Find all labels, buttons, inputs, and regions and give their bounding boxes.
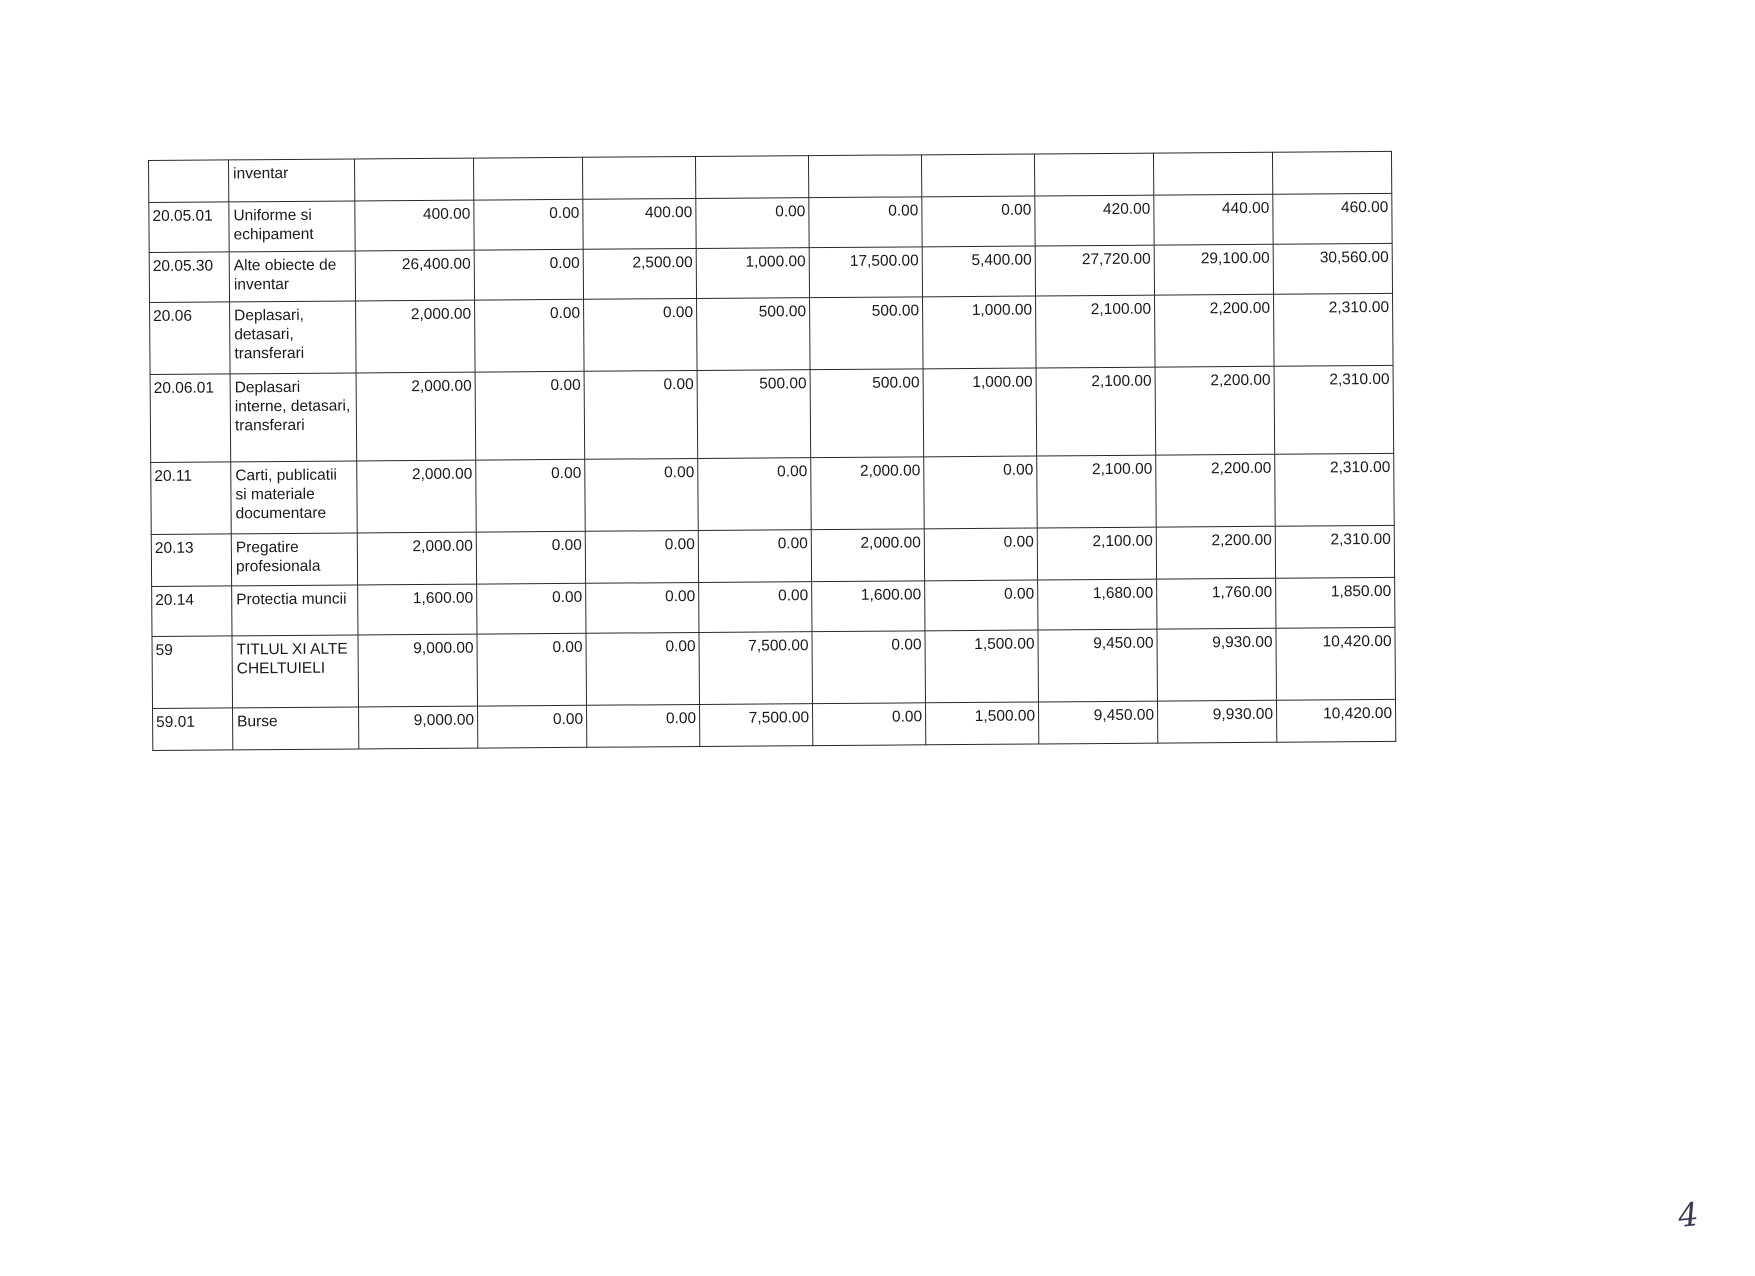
row-code: 20.14 <box>152 586 232 637</box>
value-cell: 0.00 <box>474 249 583 300</box>
value-cell: 0.00 <box>699 582 812 633</box>
table-row <box>150 365 1394 462</box>
table-row <box>149 193 1392 252</box>
budget-table <box>148 151 1396 751</box>
value-cell: 17,500.00 <box>809 247 922 298</box>
row-label: TITLUL XI ALTE CHELTUIELI <box>232 635 359 708</box>
value-cell: 0.00 <box>584 298 698 371</box>
value-cell: 2,000.00 <box>356 300 476 373</box>
value-cell: 2,310.00 <box>1275 525 1394 578</box>
value-cell: 26,400.00 <box>355 250 474 301</box>
row-label: Pregatire profesionala <box>231 533 357 586</box>
value-cell: 500.00 <box>810 297 924 370</box>
row-code: 59.01 <box>153 708 233 751</box>
value-cell <box>1272 151 1391 194</box>
value-cell: 9,930.00 <box>1157 700 1276 743</box>
value-cell: 9,450.00 <box>1038 629 1158 702</box>
value-cell: 30,560.00 <box>1273 243 1392 294</box>
value-cell: 1,000.00 <box>923 296 1037 369</box>
row-label: inventar <box>229 159 355 202</box>
value-cell: 2,200.00 <box>1156 454 1276 527</box>
value-cell: 9,930.00 <box>1157 628 1277 701</box>
value-cell: 0.00 <box>585 458 699 531</box>
value-cell: 2,000.00 <box>356 372 476 461</box>
value-cell: 2,000.00 <box>357 460 477 533</box>
value-cell: 0.00 <box>696 198 809 249</box>
value-cell: 1,500.00 <box>925 630 1039 703</box>
row-label: Deplasari, detasari, transferari <box>230 301 357 374</box>
value-cell: 2,100.00 <box>1036 367 1156 456</box>
value-cell: 2,310.00 <box>1274 293 1394 366</box>
row-code: 59 <box>152 636 233 709</box>
value-cell: 0.00 <box>475 299 585 372</box>
row-code <box>149 160 229 203</box>
value-cell: 420.00 <box>1035 195 1154 246</box>
value-cell: 0.00 <box>924 456 1038 529</box>
value-cell: 0.00 <box>813 703 926 746</box>
value-cell: 1,600.00 <box>358 584 477 635</box>
value-cell: 9,450.00 <box>1038 701 1157 744</box>
value-cell <box>921 154 1034 197</box>
value-cell: 2,310.00 <box>1274 365 1394 454</box>
value-cell: 1,850.00 <box>1276 577 1395 628</box>
value-cell: 9,000.00 <box>359 706 478 749</box>
value-cell: 0.00 <box>584 370 698 459</box>
value-cell: 5,400.00 <box>922 246 1035 297</box>
value-cell: 2,500.00 <box>583 248 696 299</box>
value-cell: 10,420.00 <box>1276 699 1395 742</box>
value-cell: 0.00 <box>586 632 700 705</box>
value-cell: 0.00 <box>698 458 812 531</box>
value-cell: 0.00 <box>922 196 1035 247</box>
row-label: Alte obiecte de inventar <box>229 251 355 302</box>
row-label: Uniforme si echipament <box>229 201 355 252</box>
value-cell: 2,100.00 <box>1036 295 1156 368</box>
row-code: 20.06 <box>150 302 231 375</box>
row-code: 20.13 <box>151 534 231 587</box>
value-cell: 9,000.00 <box>358 634 478 707</box>
value-cell: 0.00 <box>698 530 811 583</box>
value-cell: 1,600.00 <box>812 581 925 632</box>
value-cell: 0.00 <box>477 633 587 706</box>
value-cell: 2,000.00 <box>811 529 924 582</box>
value-cell: 0.00 <box>477 583 586 634</box>
value-cell: 2,310.00 <box>1275 453 1395 526</box>
value-cell: 1,500.00 <box>925 702 1038 745</box>
value-cell <box>582 156 695 199</box>
table-row <box>152 577 1395 636</box>
row-code: 20.06.01 <box>150 374 231 463</box>
row-label: Carti, publicatii si materiale documentare <box>231 461 358 534</box>
value-cell: 1,000.00 <box>923 368 1037 457</box>
value-cell: 0.00 <box>924 528 1037 581</box>
table-row <box>152 627 1395 708</box>
value-cell: 500.00 <box>697 298 811 371</box>
row-code: 20.11 <box>151 462 232 535</box>
value-cell: 0.00 <box>475 371 585 460</box>
value-cell: 2,000.00 <box>357 532 476 585</box>
value-cell: 29,100.00 <box>1154 244 1273 295</box>
value-cell: 2,200.00 <box>1155 294 1275 367</box>
value-cell: 0.00 <box>812 631 926 704</box>
row-code: 20.05.01 <box>149 202 229 253</box>
value-cell: 0.00 <box>809 197 922 248</box>
table-row <box>149 243 1392 302</box>
value-cell: 500.00 <box>810 369 924 458</box>
table-body <box>149 151 1396 750</box>
row-label: Protectia muncii <box>232 585 358 636</box>
value-cell: 2,100.00 <box>1037 527 1156 580</box>
row-label: Deplasari interne, detasari, transferari <box>230 373 357 462</box>
table-row <box>150 293 1393 374</box>
table-row <box>153 699 1396 750</box>
value-cell <box>354 158 473 201</box>
value-cell: 0.00 <box>585 530 698 583</box>
value-cell: 2,200.00 <box>1155 366 1275 455</box>
value-cell <box>1153 152 1272 195</box>
value-cell: 0.00 <box>478 705 587 748</box>
value-cell: 2,100.00 <box>1037 455 1157 528</box>
value-cell: 0.00 <box>587 704 700 747</box>
handwritten-page-number: 4 <box>1676 1195 1701 1235</box>
value-cell: 400.00 <box>583 198 696 249</box>
value-cell: 0.00 <box>476 459 586 532</box>
value-cell: 500.00 <box>697 370 811 459</box>
value-cell: 0.00 <box>476 531 585 584</box>
value-cell: 10,420.00 <box>1276 627 1396 700</box>
value-cell: 0.00 <box>925 580 1038 631</box>
value-cell: 2,200.00 <box>1156 526 1275 579</box>
table-row <box>151 453 1394 534</box>
value-cell: 440.00 <box>1154 194 1273 245</box>
value-cell: 400.00 <box>355 200 474 251</box>
value-cell <box>1034 153 1153 196</box>
value-cell: 27,720.00 <box>1035 245 1154 296</box>
value-cell <box>808 155 921 198</box>
value-cell <box>695 156 808 199</box>
value-cell: 1,760.00 <box>1157 578 1276 629</box>
value-cell: 1,680.00 <box>1038 579 1157 630</box>
value-cell: 7,500.00 <box>699 632 813 705</box>
value-cell: 0.00 <box>586 582 699 633</box>
table-row <box>151 525 1394 586</box>
value-cell: 460.00 <box>1273 193 1392 244</box>
value-cell: 7,500.00 <box>700 704 813 747</box>
value-cell: 1,000.00 <box>696 248 809 299</box>
value-cell: 0.00 <box>474 199 583 250</box>
value-cell: 2,000.00 <box>811 457 925 530</box>
value-cell <box>473 157 582 200</box>
row-label: Burse <box>233 707 359 750</box>
row-code: 20.05.30 <box>149 252 229 303</box>
